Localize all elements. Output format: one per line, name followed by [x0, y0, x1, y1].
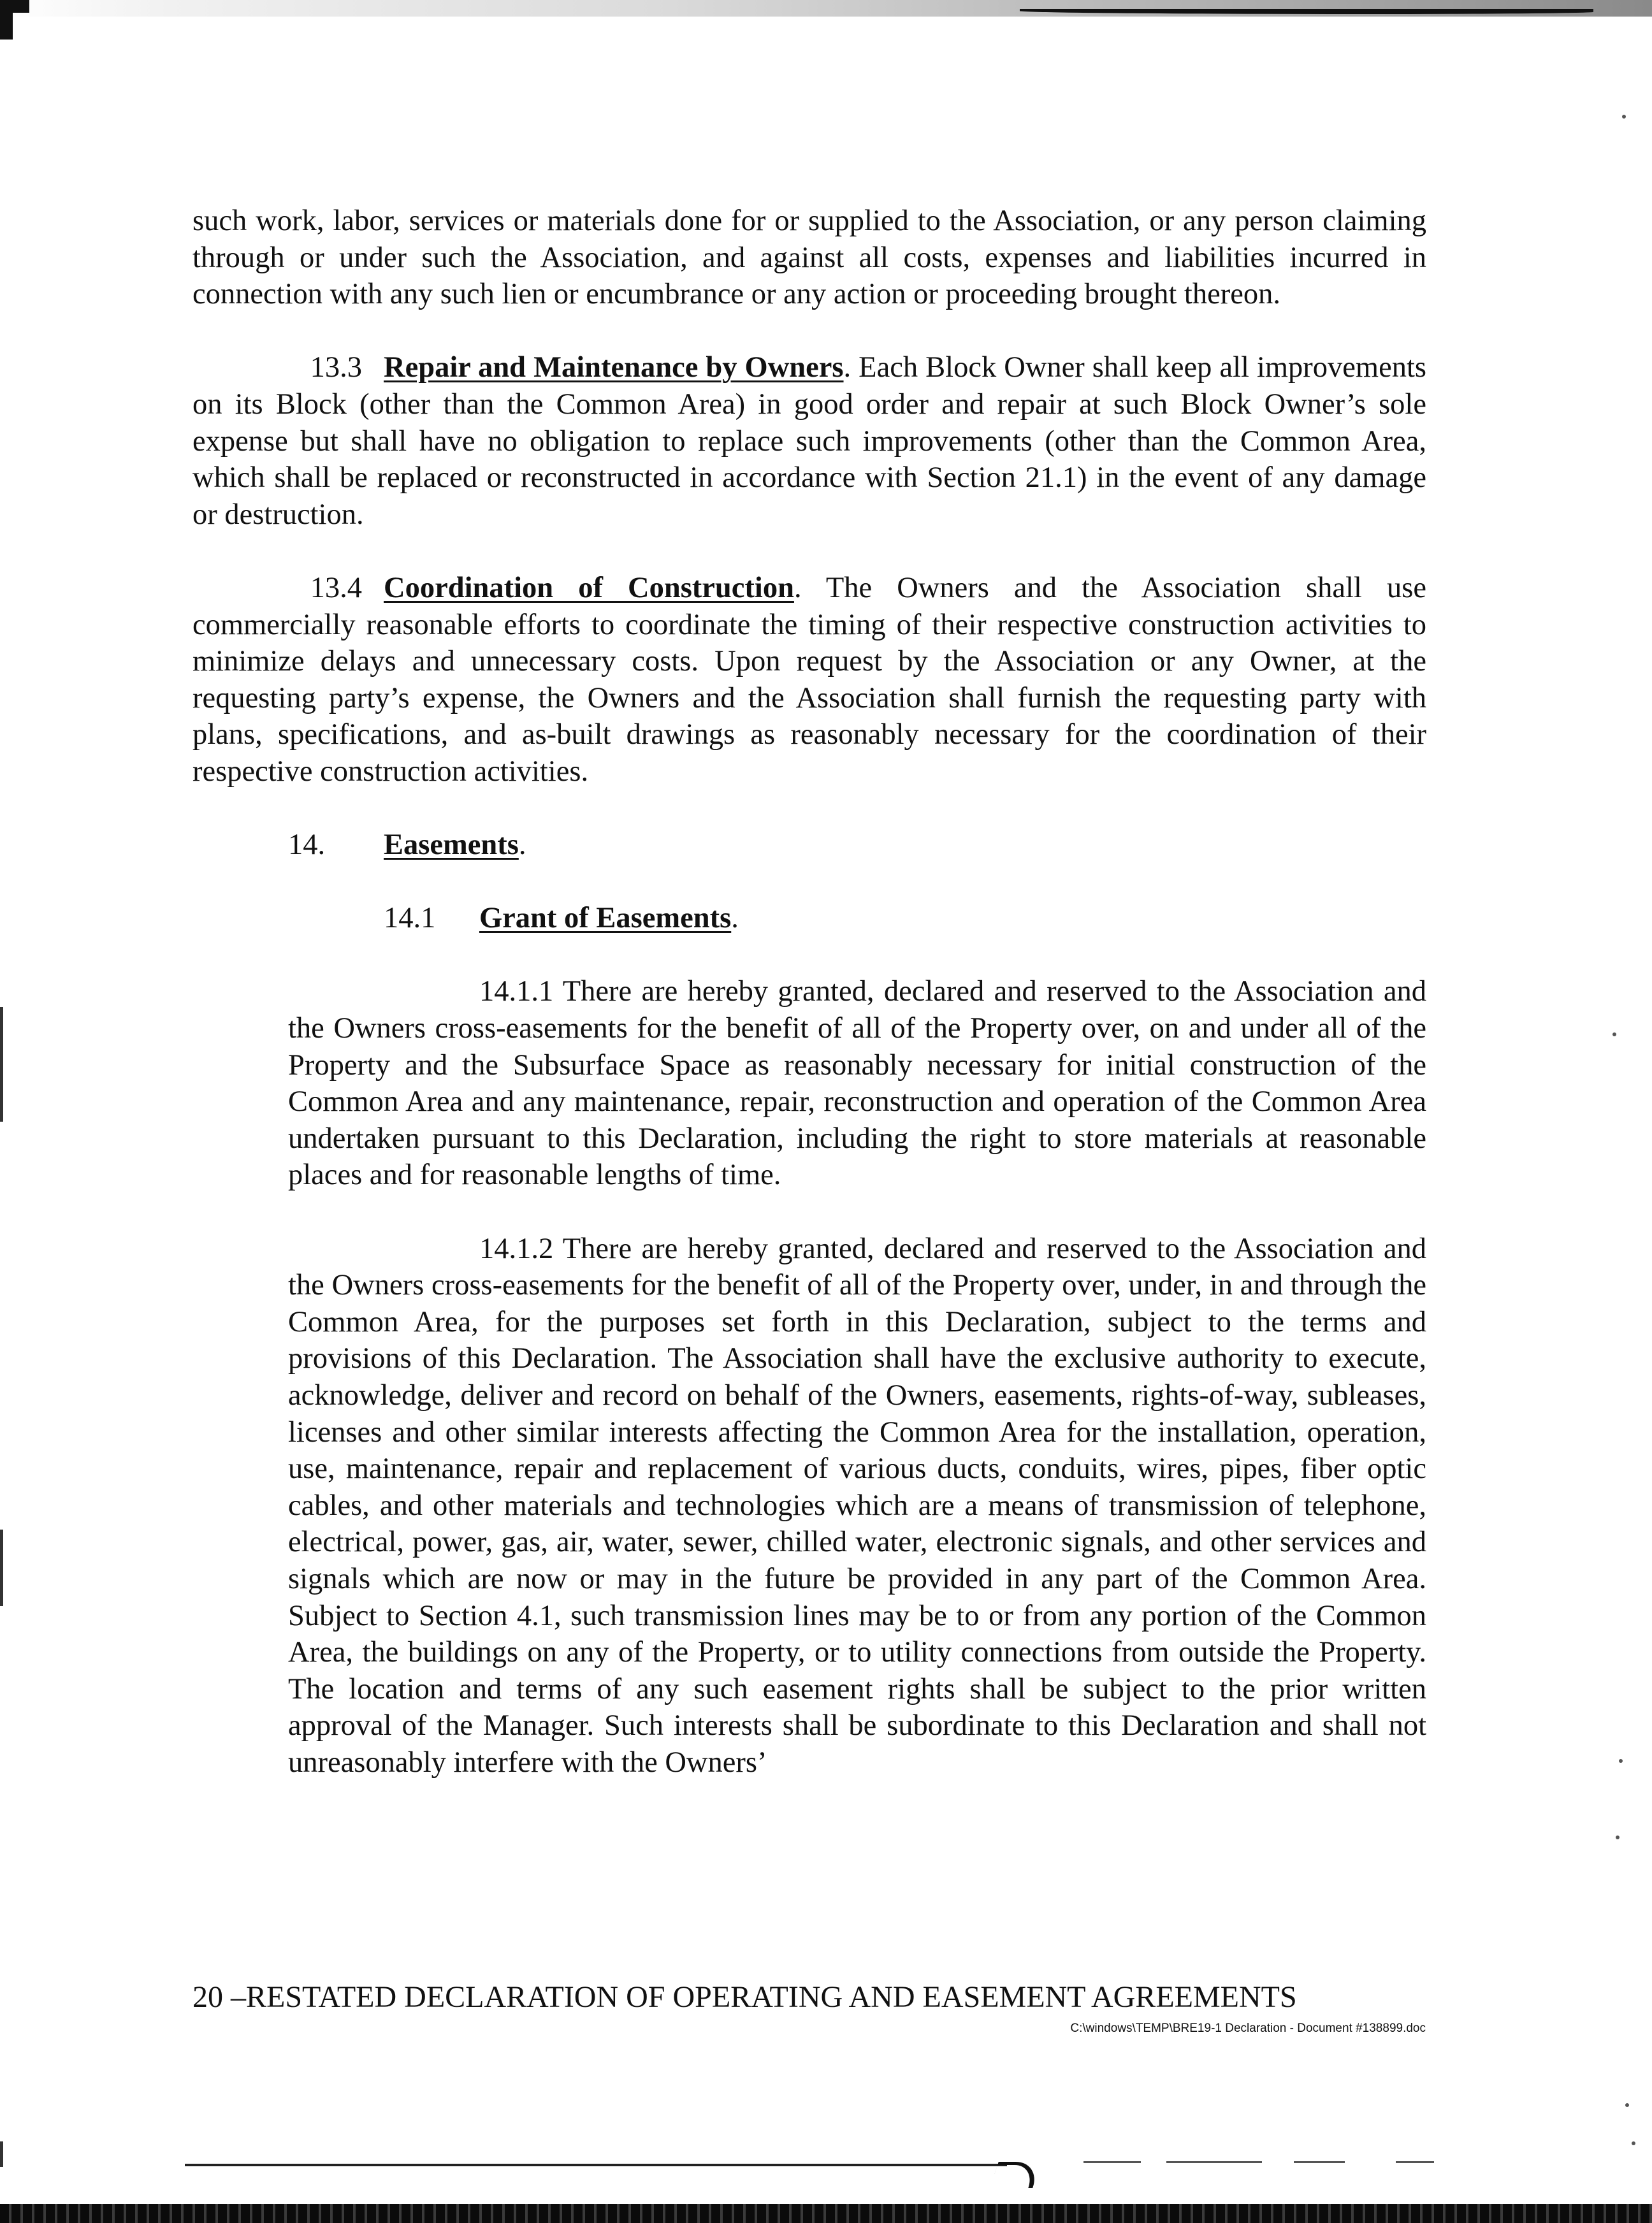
scan-speck [1616, 1836, 1619, 1839]
section-text: There are hereby granted, declared and reserved to the Association and the Owners cross-easements for the benefit of all of the Property over, under, in and through the Common Area, for the purposes set forth in this Declaration, subject to the terms and provisions of this Declaration. The Association shall have the exclusive authority to execute, acknowledge, deliver and record on behalf of the Owners, easements, rights-of-way, subleases, licenses and other similar interests affecting the Common Area for the installation, operation, use, maintenance, repair and replacement of various ducts, conduits, wires, pipes, fiber optic cables, and other materials and technologies which are a means of transmission of telephone, electrical, power, gas, air, water, sewer, chilled water, electronic signals, and other services and signals which are now or may in the future be provided in any part of the Common Area. Subject to Section 4.1, such transmission lines may be to or from any portion of the Common Area, the buildings on any of the Property, or to utility connections from outside the Property. The location and terms of any such easement rights shall be subject to the prior written approval of the Manager. Such interests shall be subordinate to this Declaration and shall not unreasonably interfere with the Owners’ [288, 1232, 1426, 1779]
paragraph-continuation [192, 203, 1426, 313]
section-13-4 [192, 570, 1426, 790]
section-14-1-1 [288, 973, 1426, 1194]
scan-top-edge [0, 0, 1652, 17]
scan-corner-mark [0, 0, 29, 13]
scan-left-mark [0, 2141, 3, 2167]
scan-bottom-edge [0, 2204, 1652, 2223]
page-footer-file-path: C:\windows\TEMP\BRE19-1 Declaration - Document #138899.doc [1070, 2022, 1426, 2035]
section-text: . The Owners and the Association shall use commercially reasonable efforts to coordinate the timing of their respective construction activities to minimize delays and unnecessary costs. Upon request by the Association or any Owner, at the requesting party’s expense, the Owners and the Association shall furnish the requesting party with plans, specifications, and as-built drawings as reasonably necessary for the coordination of their respective construction activities. [192, 571, 1426, 788]
section-text: There are hereby granted, declared and reserved to the Association and the Owners cross-easements for the benefit of all of the Property over, on and under all of the Property and the Subsurface Space as reasonably necessary for initial construction of the Common Area and any maintenance, repair, reconstruction and operation of the Common Area undertaken pursuant to this Declaration, including the right to store materials at reasonable places and for reasonable lengths of time. [288, 975, 1426, 1192]
section-number: 14. [288, 829, 326, 862]
section-13-3 [192, 349, 1426, 533]
scan-left-mark [0, 1007, 3, 1122]
scan-left-mark [0, 1530, 3, 1606]
paragraph-text: such work, labor, services or materials done for or supplied to the Association, or any person claiming through or under such the Association, and against all costs, expenses and liabilities incurred in connection with any such lien or encumbrance or any action or proceeding brought thereon. [192, 205, 1426, 311]
section-title: Coordination of Construction [384, 571, 794, 604]
scan-speck [1619, 1759, 1623, 1763]
section-14-heading [192, 827, 1426, 864]
document-body [192, 203, 1426, 1818]
section-number: 13.4 [310, 571, 362, 604]
section-14-1-heading [192, 900, 1426, 937]
section-14-1-2 [288, 1231, 1426, 1781]
section-text: . Each Block Owner shall keep all improvements on its Block (other than the Common Area) in good order and repair at such Block Owner’s sole expense but shall have no obligation to replace such improvements (other than the Common Area, which shall be replaced or reconstructed in accordance with Section 21.1) in the event of any damage or destruction. [192, 351, 1426, 531]
section-title: Repair and Maintenance by Owners [384, 351, 844, 384]
scan-bottom-dash [1083, 2161, 1141, 2163]
section-number: 14.1 [384, 902, 436, 935]
scan-speck [1612, 1032, 1616, 1036]
scan-bottom-dash [1294, 2161, 1345, 2163]
section-number: 14.1.1 [479, 975, 554, 1008]
page-footer-title: 20 –RESTATED DECLARATION OF OPERATING AND EASEMENT AGREEMENTS [192, 1980, 1297, 2014]
section-title: Grant of Easements [479, 902, 732, 935]
scan-bottom-line [185, 2164, 1007, 2166]
scan-speck [1625, 2103, 1629, 2107]
scan-speck [1622, 115, 1626, 119]
scan-speck [1632, 2141, 1635, 2145]
section-title-suffix: . [731, 902, 739, 935]
section-title-suffix: . [518, 829, 526, 862]
section-title: Easements [384, 829, 519, 862]
scan-bottom-hook [990, 2162, 1041, 2188]
section-number: 13.3 [310, 351, 362, 384]
scan-bottom-dash [1166, 2161, 1262, 2163]
section-number: 14.1.2 [479, 1232, 554, 1265]
scan-bottom-dash [1396, 2161, 1434, 2163]
